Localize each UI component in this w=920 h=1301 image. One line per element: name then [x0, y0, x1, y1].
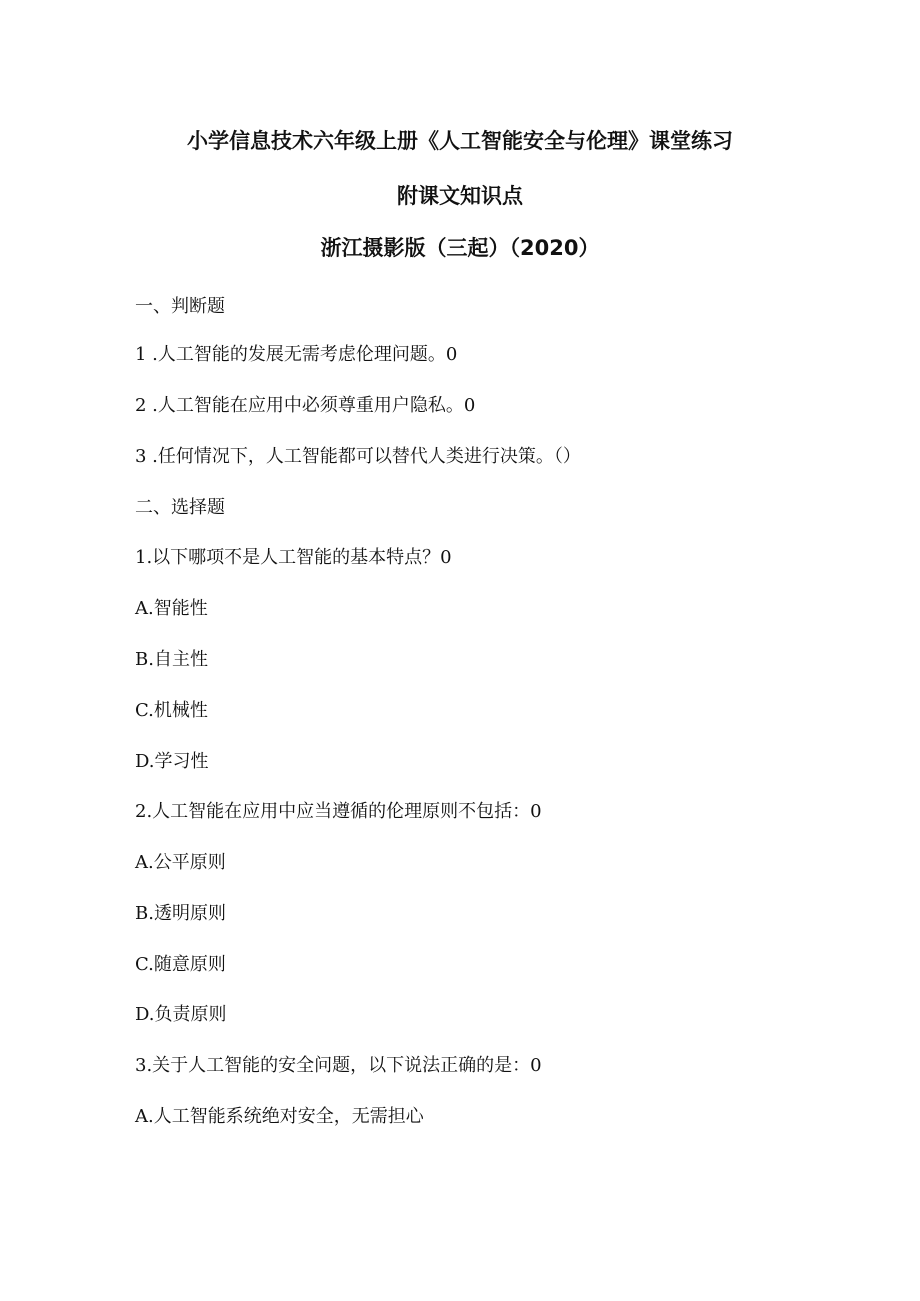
answer-option: A.智能性: [135, 598, 208, 619]
answer-option: B.自主性: [135, 649, 208, 670]
question-item: 2 .人工智能在应用中必须尊重用户隐私。0: [135, 395, 476, 416]
question-stem: 1.以下哪项不是人工智能的基本特点？0: [135, 547, 452, 568]
question-stem: 2.人工智能在应用中应当遵循的伦理原则不包括：0: [135, 801, 542, 822]
title-line-1: 小学信息技术六年级上册《人工智能安全与伦理》课堂练习: [187, 129, 733, 153]
answer-option: C.机械性: [135, 700, 208, 721]
section-heading: 一、判断题: [135, 296, 225, 317]
title-line-2: 附课文知识点: [397, 184, 523, 208]
answer-option: D.负责原则: [135, 1004, 227, 1025]
answer-option: D.学习性: [135, 751, 209, 772]
title-line-3: 浙江摄影版（三起）（2020）: [320, 236, 600, 260]
section-heading: 二、选择题: [135, 497, 225, 518]
question-item: 3 .任何情况下，人工智能都可以替代人类进行决策。（）: [135, 446, 581, 467]
answer-option: B.透明原则: [135, 903, 226, 924]
answer-option: A.人工智能系统绝对安全，无需担心: [135, 1106, 424, 1127]
question-item: 1 .人工智能的发展无需考虑伦理问题。0: [135, 344, 458, 365]
question-stem: 3.关于人工智能的安全问题，以下说法正确的是：0: [135, 1055, 542, 1076]
answer-option: A.公平原则: [135, 852, 226, 873]
answer-option: C.随意原则: [135, 954, 226, 975]
